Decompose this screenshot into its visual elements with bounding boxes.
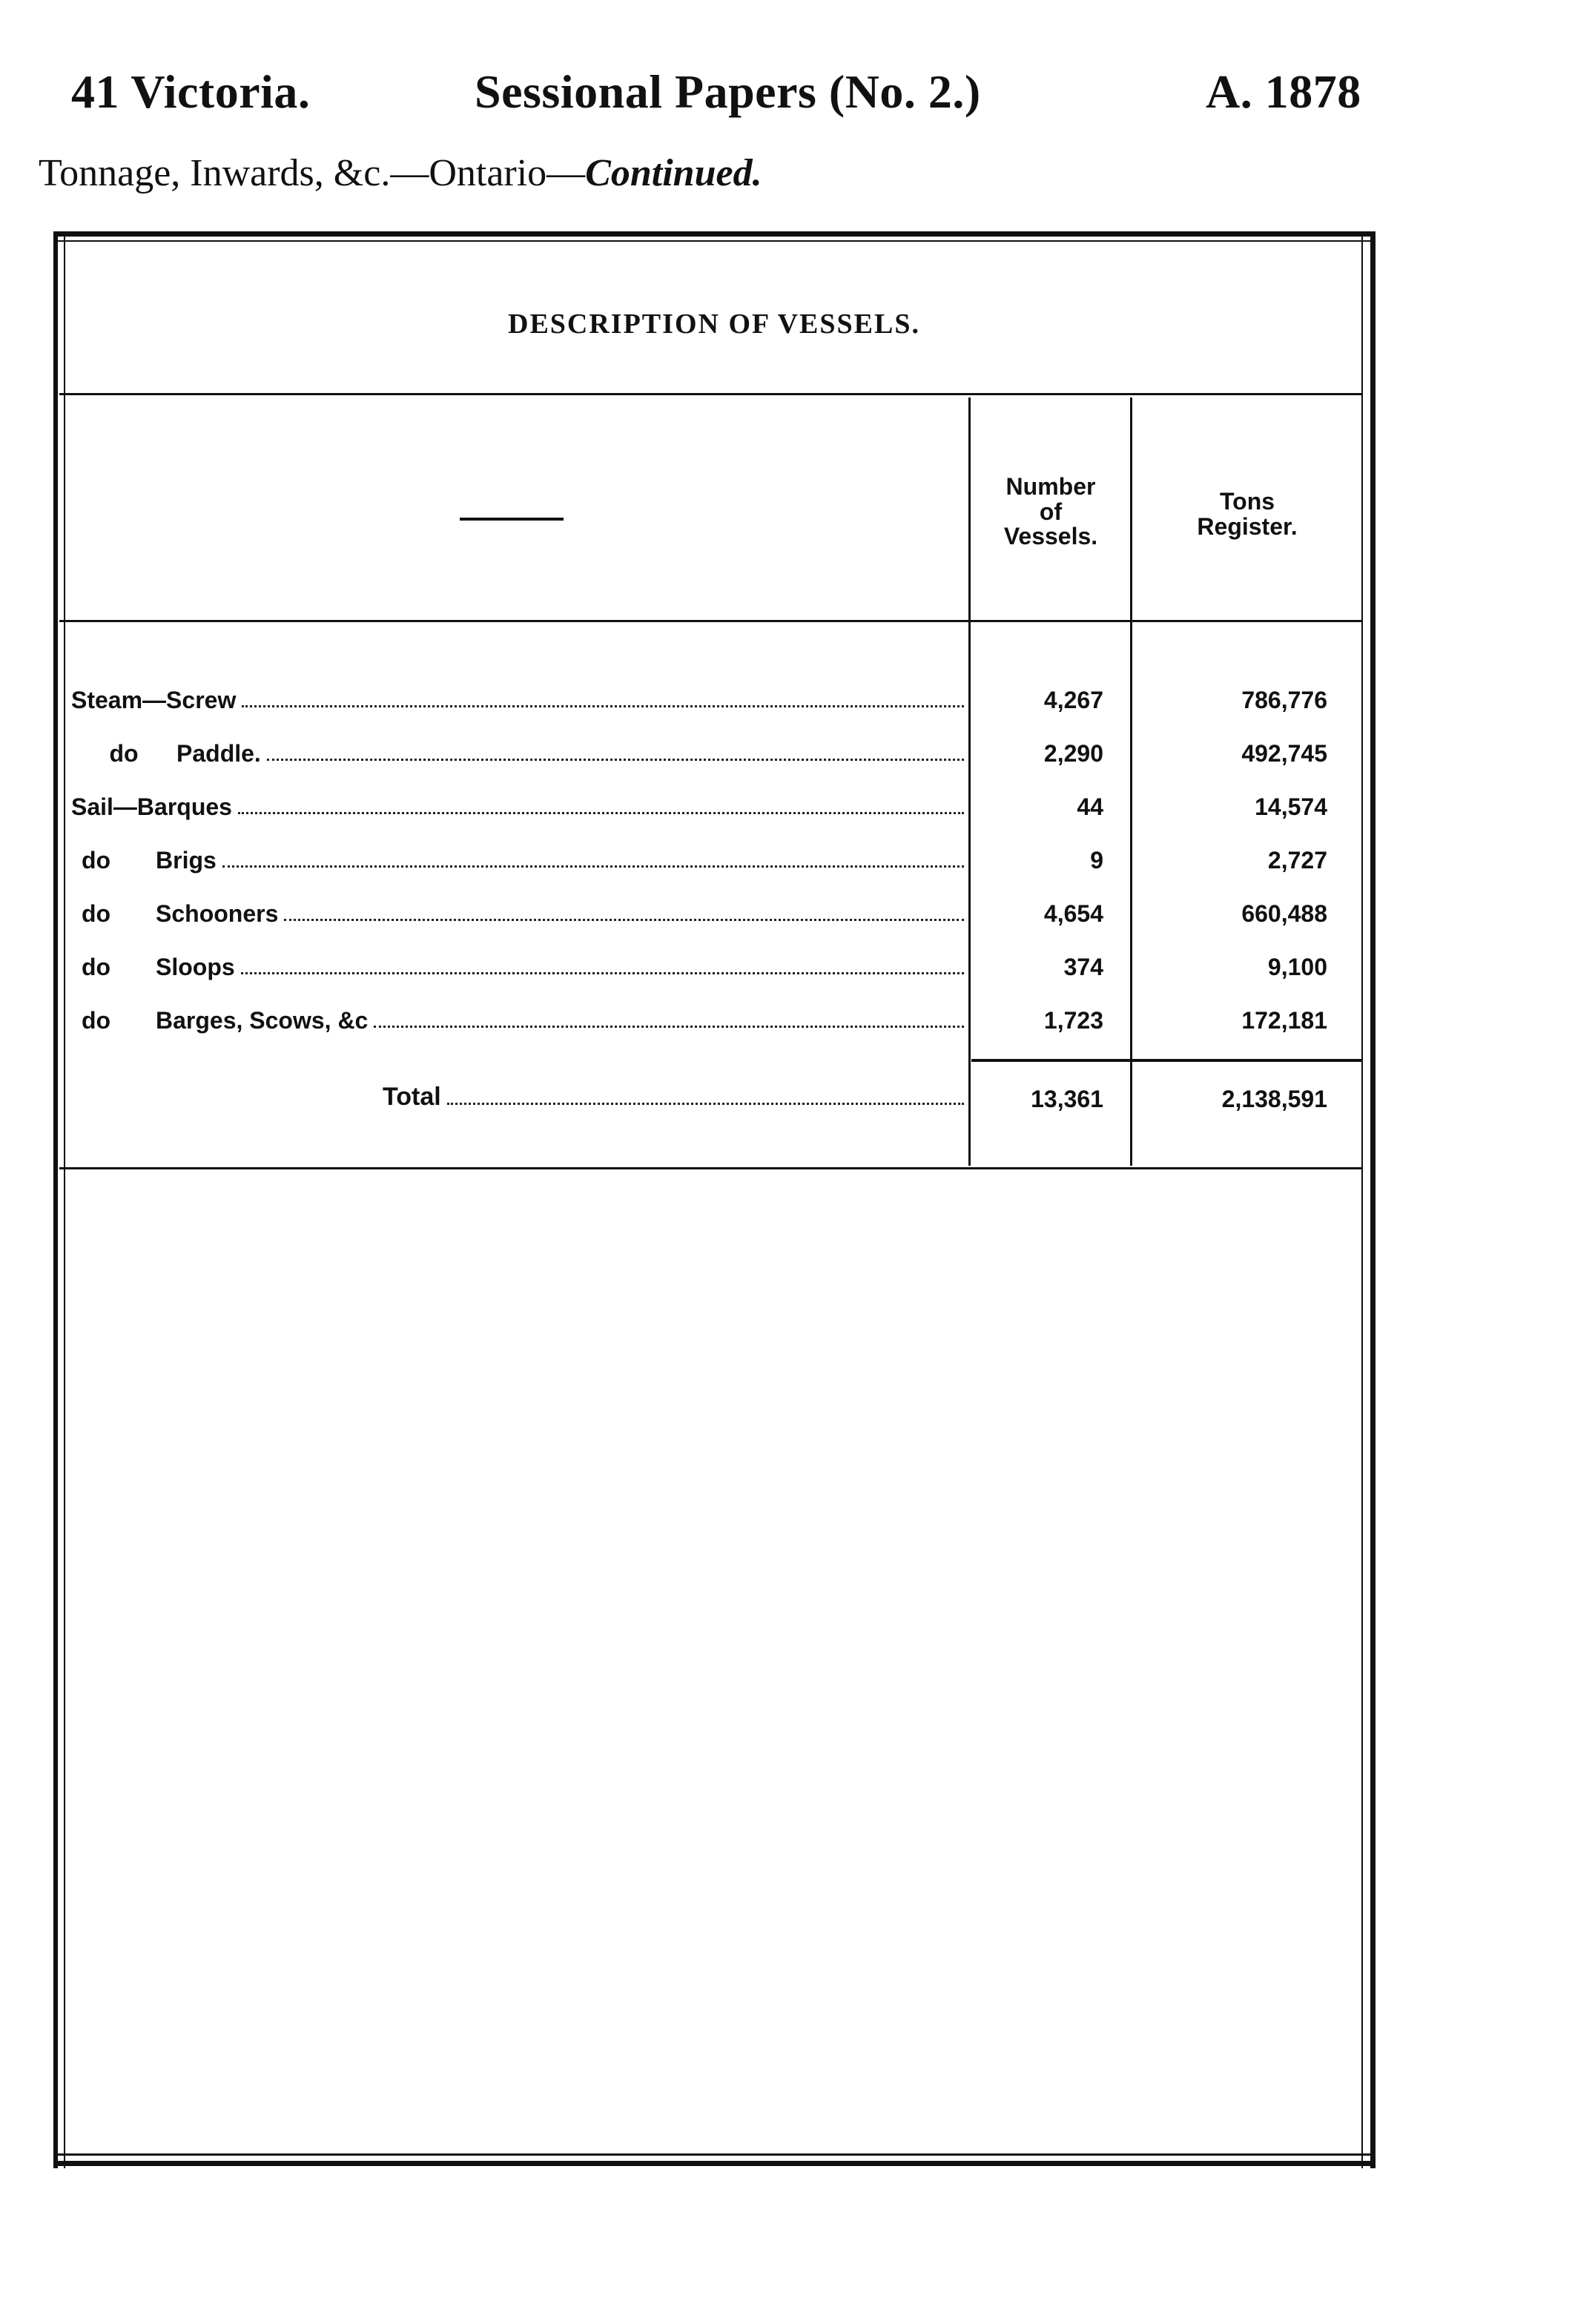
leader-dots [241, 972, 964, 974]
total-row-label [383, 1080, 968, 1109]
table-frame-left-inner [64, 231, 65, 2168]
total-rule [971, 1059, 1361, 1062]
column-header-line: Vessels. [1003, 523, 1098, 550]
table-row [71, 789, 968, 819]
table-row [71, 949, 968, 979]
total-vessels: 13,361 [1031, 1086, 1103, 1112]
cell-tons: 786,776 [1241, 687, 1327, 713]
column-header-tons-register [1133, 489, 1361, 539]
cell-vessels: 4,267 [1043, 687, 1103, 713]
page-subtitle [39, 154, 762, 193]
leader-dots [447, 1103, 964, 1105]
total-tons: 2,138,591 [1221, 1086, 1327, 1112]
table-frame-right-inner [1361, 231, 1363, 2168]
table-frame-top [53, 231, 1375, 237]
table-row [71, 1003, 968, 1032]
column-header-line: Number [1005, 473, 1096, 500]
row-prefix: do [82, 900, 111, 927]
column-header-line: of [1039, 498, 1063, 525]
column-header-number-of-vessels [971, 475, 1130, 549]
table-frame-bottom-inner [53, 2153, 1376, 2156]
leader-dots [238, 812, 964, 814]
title-rule [59, 393, 1361, 395]
row-label: Barques [136, 793, 232, 820]
cell-tons: 172,181 [1241, 1007, 1327, 1034]
row-prefix: do [109, 740, 139, 767]
column-divider-2 [1130, 397, 1132, 1166]
column-divider-1 [968, 397, 971, 1166]
row-label: Paddle. [176, 740, 261, 767]
subtitle-continued: Continued. [585, 152, 762, 194]
column-header-line: Tons [1219, 488, 1275, 515]
table-row [71, 682, 968, 712]
cell-vessels: 44 [1077, 793, 1103, 820]
cell-tons: 14,574 [1255, 793, 1327, 820]
page-header-title: Sessional Papers (No. 2.) [475, 65, 981, 118]
cell-tons: 9,100 [1267, 954, 1327, 980]
header-rule [59, 620, 1361, 622]
stub-column-dash [460, 518, 564, 521]
cell-vessels: 374 [1063, 954, 1103, 980]
row-label: Sloops [156, 954, 235, 980]
cell-tons: 492,745 [1241, 740, 1327, 767]
row-label: Brigs [156, 847, 217, 874]
table-row [71, 896, 968, 925]
cell-tons: 2,727 [1267, 847, 1327, 874]
leader-dots [242, 705, 964, 707]
table-frame-bottom [53, 2161, 1376, 2166]
leader-dots [267, 759, 964, 761]
leader-dots [222, 865, 964, 868]
cell-vessels: 9 [1090, 847, 1103, 874]
row-prefix: do [82, 847, 111, 874]
row-prefix: do [82, 1007, 111, 1034]
row-label: Schooners [156, 900, 279, 927]
page-header-year: A. 1878 [1206, 65, 1361, 118]
table-body-bottom-rule [59, 1167, 1361, 1169]
row-prefix: do [82, 954, 111, 980]
table-row [71, 736, 968, 765]
table-frame-left [53, 231, 58, 2168]
row-label: Screw [166, 687, 237, 713]
row-prefix: Sail— [71, 793, 137, 820]
table-frame-right [1370, 231, 1376, 2168]
row-label: Barges, Scows, &c [156, 1007, 369, 1034]
cell-vessels: 1,723 [1043, 1007, 1103, 1034]
subtitle-main: Tonnage, Inwards, &c.—Ontario— [39, 152, 586, 194]
cell-vessels: 2,290 [1043, 740, 1103, 767]
table-title: DESCRIPTION OF VESSELS. [508, 308, 920, 340]
table-row [71, 842, 968, 872]
page-header-session: 41 Victoria. [71, 65, 311, 118]
cell-vessels: 4,654 [1043, 900, 1103, 927]
leader-dots [284, 919, 964, 921]
leader-dots [374, 1026, 964, 1028]
cell-tons: 660,488 [1241, 900, 1327, 927]
column-header-line: Register. [1197, 512, 1298, 540]
table-frame-top-inner [53, 240, 1375, 242]
total-label: Total [383, 1083, 441, 1111]
row-prefix: Steam— [71, 687, 167, 713]
